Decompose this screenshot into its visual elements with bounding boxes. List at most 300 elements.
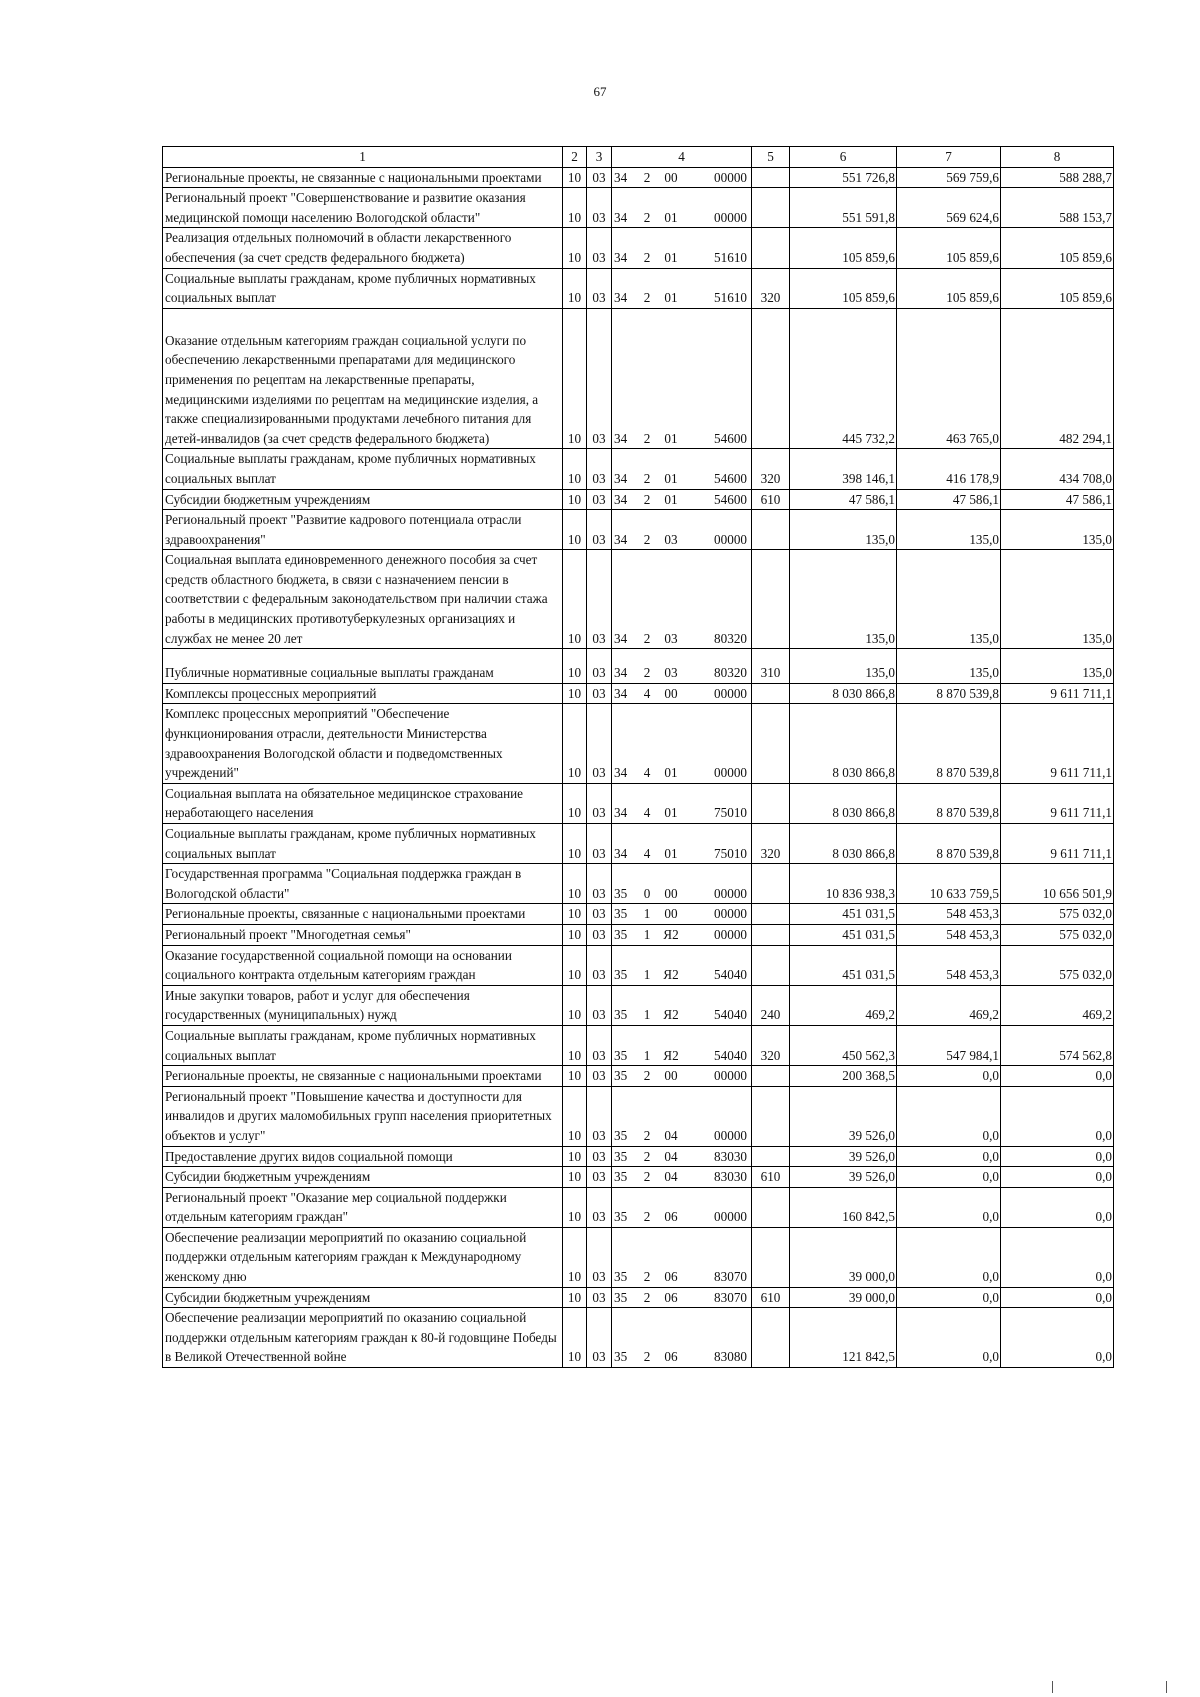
amount-year-1: 39 526,0 — [790, 1146, 897, 1167]
subsection-code: 03 — [587, 167, 612, 188]
direction-code: 54600 — [714, 430, 747, 446]
expense-type-code — [752, 1227, 790, 1287]
table-row — [163, 1308, 1114, 1368]
expense-type-code — [752, 704, 790, 783]
expense-type-code — [752, 904, 790, 925]
subsection-code: 03 — [587, 649, 612, 684]
subsection-code: 03 — [587, 985, 612, 1025]
subsection-code: 03 — [587, 1025, 612, 1065]
subprogram-code: 03 — [664, 665, 678, 681]
amount-year-1: 121 842,5 — [790, 1308, 897, 1368]
direction-code: 00000 — [714, 906, 747, 922]
target-article-code — [612, 683, 752, 704]
type-code: 2 — [643, 290, 651, 306]
direction-code: 54600 — [714, 491, 747, 507]
target-article-code — [612, 924, 752, 945]
header-cell: 7 — [897, 147, 1001, 168]
item-name: Региональный проект "Повышение качества и доступности для инвалидов и других маломобильных групп населения приоритетных объектов и услуг" — [163, 1086, 563, 1146]
type-code: 2 — [643, 1068, 651, 1084]
expense-type-code — [752, 308, 790, 449]
target-article-code — [612, 1025, 752, 1065]
target-article-code — [612, 1146, 752, 1167]
table-row — [163, 1025, 1114, 1065]
table-row — [163, 449, 1114, 489]
program-code: 34 — [614, 430, 628, 446]
item-name: Социальная выплата единовременного денежного пособия за счет средств областного бюджета, в связи с назначением пенсии в соответствии с федеральным законодательством при наличии стажа работы в медицинских противотуберкулезных организациях и службах не менее 20 лет — [163, 550, 563, 649]
subprogram-code: 01 — [664, 491, 678, 507]
type-code: 2 — [643, 430, 651, 446]
section-code: 10 — [563, 1066, 587, 1087]
type-code: 1 — [643, 1047, 651, 1063]
subprogram-code: 04 — [664, 1148, 678, 1164]
subsection-code: 03 — [587, 783, 612, 823]
expense-type-code: 320 — [752, 824, 790, 864]
amount-year-3: 135,0 — [1001, 649, 1114, 684]
expense-type-code — [752, 945, 790, 985]
subprogram-code: Я2 — [663, 1007, 679, 1023]
type-code: 0 — [643, 885, 651, 901]
table-row — [163, 510, 1114, 550]
subsection-code: 03 — [587, 945, 612, 985]
table-row — [163, 904, 1114, 925]
target-article-code — [612, 167, 752, 188]
amount-year-1: 39 000,0 — [790, 1287, 897, 1308]
amount-year-2: 10 633 759,5 — [897, 864, 1001, 904]
table-row — [163, 489, 1114, 510]
program-code: 34 — [614, 209, 628, 225]
amount-year-2: 548 453,3 — [897, 945, 1001, 985]
section-code: 10 — [563, 449, 587, 489]
amount-year-3: 574 562,8 — [1001, 1025, 1114, 1065]
amount-year-3: 0,0 — [1001, 1308, 1114, 1368]
amount-year-1: 398 146,1 — [790, 449, 897, 489]
subsection-code: 03 — [587, 1086, 612, 1146]
item-name: Иные закупки товаров, работ и услуг для обеспечения государственных (муниципальных) нужд — [163, 985, 563, 1025]
subsection-code: 03 — [587, 1227, 612, 1287]
expense-type-code: 320 — [752, 268, 790, 308]
table-row — [163, 704, 1114, 783]
header-cell: 3 — [587, 147, 612, 168]
amount-year-2: 0,0 — [897, 1066, 1001, 1087]
amount-year-2: 0,0 — [897, 1167, 1001, 1188]
amount-year-3: 10 656 501,9 — [1001, 864, 1114, 904]
type-code: 4 — [643, 805, 651, 821]
item-name: Социальная выплата на обязательное медицинское страхование неработающего населения — [163, 783, 563, 823]
direction-code: 54040 — [714, 1007, 747, 1023]
amount-year-3: 0,0 — [1001, 1146, 1114, 1167]
expense-type-code: 320 — [752, 449, 790, 489]
amount-year-3: 0,0 — [1001, 1086, 1114, 1146]
expense-type-code — [752, 783, 790, 823]
target-article-code — [612, 1287, 752, 1308]
program-code: 35 — [614, 885, 628, 901]
amount-year-3: 575 032,0 — [1001, 924, 1114, 945]
direction-code: 83070 — [714, 1269, 747, 1285]
item-name: Субсидии бюджетным учреждениям — [163, 1167, 563, 1188]
amount-year-2: 0,0 — [897, 1287, 1001, 1308]
type-code: 2 — [643, 1148, 651, 1164]
expense-type-code — [752, 683, 790, 704]
expense-type-code — [752, 1066, 790, 1087]
header-cell: 2 — [563, 147, 587, 168]
subprogram-code: 06 — [664, 1269, 678, 1285]
section-code: 10 — [563, 824, 587, 864]
amount-year-2: 8 870 539,8 — [897, 783, 1001, 823]
program-code: 35 — [614, 1349, 628, 1365]
subprogram-code: Я2 — [663, 1047, 679, 1063]
amount-year-1: 8 030 866,8 — [790, 824, 897, 864]
section-code: 10 — [563, 945, 587, 985]
direction-code: 00000 — [714, 1127, 747, 1143]
subsection-code: 03 — [587, 510, 612, 550]
amount-year-1: 105 859,6 — [790, 268, 897, 308]
amount-year-3: 434 708,0 — [1001, 449, 1114, 489]
item-name: Предоставление других видов социальной помощи — [163, 1146, 563, 1167]
item-name: Субсидии бюджетным учреждениям — [163, 1287, 563, 1308]
subprogram-code: 00 — [664, 906, 678, 922]
target-article-code — [612, 449, 752, 489]
header-cell: 1 — [163, 147, 563, 168]
section-code: 10 — [563, 649, 587, 684]
subprogram-code: 00 — [664, 685, 678, 701]
subsection-code: 03 — [587, 704, 612, 783]
subprogram-code: 01 — [664, 209, 678, 225]
type-code: 2 — [643, 1289, 651, 1305]
program-code: 35 — [614, 1148, 628, 1164]
header-cell: 5 — [752, 147, 790, 168]
amount-year-1: 450 562,3 — [790, 1025, 897, 1065]
amount-year-3: 588 153,7 — [1001, 188, 1114, 228]
subprogram-code: Я2 — [663, 926, 679, 942]
amount-year-2: 463 765,0 — [897, 308, 1001, 449]
target-article-code — [612, 649, 752, 684]
type-code: 2 — [643, 169, 651, 185]
table-row — [163, 550, 1114, 649]
target-article-code — [612, 985, 752, 1025]
subprogram-code: 00 — [664, 1068, 678, 1084]
section-code: 10 — [563, 228, 587, 268]
subprogram-code: 06 — [664, 1209, 678, 1225]
expense-type-code — [752, 864, 790, 904]
subsection-code: 03 — [587, 904, 612, 925]
subsection-code: 03 — [587, 449, 612, 489]
expense-type-code — [752, 550, 790, 649]
program-code: 34 — [614, 531, 628, 547]
amount-year-2: 0,0 — [897, 1227, 1001, 1287]
target-article-code — [612, 1086, 752, 1146]
program-code: 34 — [614, 630, 628, 646]
table-row — [163, 1066, 1114, 1087]
amount-year-1: 451 031,5 — [790, 904, 897, 925]
subprogram-code: 01 — [664, 805, 678, 821]
amount-year-1: 105 859,6 — [790, 228, 897, 268]
item-name: Региональный проект "Развитие кадрового потенциала отрасли здравоохранения" — [163, 510, 563, 550]
direction-code: 75010 — [714, 805, 747, 821]
amount-year-3: 135,0 — [1001, 550, 1114, 649]
amount-year-2: 0,0 — [897, 1308, 1001, 1368]
direction-code: 75010 — [714, 845, 747, 861]
subsection-code: 03 — [587, 1146, 612, 1167]
table-row — [163, 683, 1114, 704]
type-code: 4 — [643, 685, 651, 701]
amount-year-2: 105 859,6 — [897, 268, 1001, 308]
target-article-code — [612, 904, 752, 925]
scan-mark — [1052, 1681, 1053, 1693]
subsection-code: 03 — [587, 308, 612, 449]
program-code: 34 — [614, 845, 628, 861]
amount-year-2: 8 870 539,8 — [897, 704, 1001, 783]
direction-code: 00000 — [714, 1068, 747, 1084]
header-row — [163, 147, 1114, 168]
target-article-code — [612, 268, 752, 308]
amount-year-2: 0,0 — [897, 1187, 1001, 1227]
amount-year-2: 8 870 539,8 — [897, 683, 1001, 704]
expense-type-code: 310 — [752, 649, 790, 684]
expense-type-code — [752, 1308, 790, 1368]
subsection-code: 03 — [587, 1308, 612, 1368]
item-name: Социальные выплаты гражданам, кроме публичных нормативных социальных выплат — [163, 449, 563, 489]
subsection-code: 03 — [587, 1167, 612, 1188]
table-row — [163, 1146, 1114, 1167]
table-row — [163, 1227, 1114, 1287]
item-name: Оказание отдельным категориям граждан социальной услуги по обеспечению лекарственными препаратами для медицинского применения по рецептам на лекарственные препараты, медицинскими изделиями по рецептам на медицинские изделия, а также специализированными продуктами лечебного питания для детей-инвалидов (за счет средств федерального бюджета) — [163, 308, 563, 449]
type-code: 2 — [643, 209, 651, 225]
amount-year-1: 160 842,5 — [790, 1187, 897, 1227]
amount-year-3: 575 032,0 — [1001, 945, 1114, 985]
item-name: Субсидии бюджетным учреждениям — [163, 489, 563, 510]
item-name: Региональный проект "Многодетная семья" — [163, 924, 563, 945]
target-article-code — [612, 945, 752, 985]
subprogram-code: 06 — [664, 1289, 678, 1305]
table-row — [163, 188, 1114, 228]
item-name: Обеспечение реализации мероприятий по оказанию социальной поддержки отдельным категориям граждан к Международному женскому дню — [163, 1227, 563, 1287]
amount-year-2: 135,0 — [897, 550, 1001, 649]
amount-year-1: 135,0 — [790, 649, 897, 684]
amount-year-1: 551 591,8 — [790, 188, 897, 228]
amount-year-3: 575 032,0 — [1001, 904, 1114, 925]
item-name: Обеспечение реализации мероприятий по оказанию социальной поддержки отдельным категориям граждан к 80-й годовщине Победы в Великой Отечественной войне — [163, 1308, 563, 1368]
section-code: 10 — [563, 167, 587, 188]
expense-type-code — [752, 167, 790, 188]
subprogram-code: 00 — [664, 169, 678, 185]
type-code: 2 — [643, 1209, 651, 1225]
section-code: 10 — [563, 1167, 587, 1188]
subprogram-code: 01 — [664, 290, 678, 306]
section-code: 10 — [563, 683, 587, 704]
amount-year-2: 416 178,9 — [897, 449, 1001, 489]
target-article-code — [612, 783, 752, 823]
subprogram-code: 03 — [664, 531, 678, 547]
subprogram-code: 01 — [664, 249, 678, 265]
direction-code: 51610 — [714, 249, 747, 265]
direction-code: 00000 — [714, 1209, 747, 1225]
amount-year-2: 135,0 — [897, 510, 1001, 550]
direction-code: 54040 — [714, 967, 747, 983]
type-code: 2 — [643, 1169, 651, 1185]
amount-year-2: 469,2 — [897, 985, 1001, 1025]
type-code: 1 — [643, 1007, 651, 1023]
amount-year-3: 588 288,7 — [1001, 167, 1114, 188]
amount-year-3: 9 611 711,1 — [1001, 704, 1114, 783]
expense-type-code — [752, 188, 790, 228]
amount-year-2: 0,0 — [897, 1146, 1001, 1167]
direction-code: 80320 — [714, 665, 747, 681]
target-article-code — [612, 550, 752, 649]
table-row — [163, 228, 1114, 268]
header-cell: 6 — [790, 147, 897, 168]
expense-type-code — [752, 1187, 790, 1227]
amount-year-3: 0,0 — [1001, 1187, 1114, 1227]
item-name: Региональный проект "Совершенствование и развитие оказания медицинской помощи населению Вологодской области" — [163, 188, 563, 228]
table-row — [163, 783, 1114, 823]
amount-year-2: 8 870 539,8 — [897, 824, 1001, 864]
amount-year-2: 569 624,6 — [897, 188, 1001, 228]
section-code: 10 — [563, 1146, 587, 1167]
target-article-code — [612, 864, 752, 904]
type-code: 1 — [643, 967, 651, 983]
section-code: 10 — [563, 550, 587, 649]
target-article-code — [612, 1167, 752, 1188]
direction-code: 00000 — [714, 209, 747, 225]
table-row — [163, 308, 1114, 449]
section-code: 10 — [563, 268, 587, 308]
target-article-code — [612, 1187, 752, 1227]
amount-year-1: 39 526,0 — [790, 1167, 897, 1188]
expense-type-code: 240 — [752, 985, 790, 1025]
target-article-code — [612, 1308, 752, 1368]
section-code: 10 — [563, 1287, 587, 1308]
target-article-code — [612, 188, 752, 228]
direction-code: 00000 — [714, 765, 747, 781]
table-row — [163, 268, 1114, 308]
amount-year-1: 135,0 — [790, 510, 897, 550]
subsection-code: 03 — [587, 228, 612, 268]
section-code: 10 — [563, 1086, 587, 1146]
type-code: 4 — [643, 845, 651, 861]
subsection-code: 03 — [587, 188, 612, 228]
table-row — [163, 649, 1114, 684]
section-code: 10 — [563, 1187, 587, 1227]
direction-code: 83030 — [714, 1148, 747, 1164]
subsection-code: 03 — [587, 924, 612, 945]
amount-year-1: 135,0 — [790, 550, 897, 649]
target-article-code — [612, 308, 752, 449]
program-code: 35 — [614, 926, 628, 942]
section-code: 10 — [563, 904, 587, 925]
target-article-code — [612, 704, 752, 783]
item-name: Региональные проекты, связанные с национальными проектами — [163, 904, 563, 925]
amount-year-2: 0,0 — [897, 1086, 1001, 1146]
direction-code: 83070 — [714, 1289, 747, 1305]
amount-year-2: 135,0 — [897, 649, 1001, 684]
type-code: 2 — [643, 665, 651, 681]
type-code: 1 — [643, 906, 651, 922]
section-code: 10 — [563, 704, 587, 783]
type-code: 2 — [643, 1127, 651, 1143]
section-code: 10 — [563, 489, 587, 510]
amount-year-1: 8 030 866,8 — [790, 783, 897, 823]
amount-year-3: 47 586,1 — [1001, 489, 1114, 510]
amount-year-1: 451 031,5 — [790, 924, 897, 945]
table-row — [163, 167, 1114, 188]
direction-code: 00000 — [714, 685, 747, 701]
amount-year-1: 47 586,1 — [790, 489, 897, 510]
section-code: 10 — [563, 985, 587, 1025]
amount-year-1: 451 031,5 — [790, 945, 897, 985]
table-row — [163, 1187, 1114, 1227]
program-code: 35 — [614, 1127, 628, 1143]
subsection-code: 03 — [587, 1187, 612, 1227]
program-code: 34 — [614, 765, 628, 781]
item-name: Социальные выплаты гражданам, кроме публичных нормативных социальных выплат — [163, 268, 563, 308]
subsection-code: 03 — [587, 824, 612, 864]
item-name: Публичные нормативные социальные выплаты гражданам — [163, 649, 563, 684]
direction-code: 00000 — [714, 169, 747, 185]
program-code: 35 — [614, 1269, 628, 1285]
direction-code: 00000 — [714, 531, 747, 547]
amount-year-3: 0,0 — [1001, 1287, 1114, 1308]
program-code: 35 — [614, 1169, 628, 1185]
direction-code: 83080 — [714, 1349, 747, 1365]
subprogram-code: 06 — [664, 1349, 678, 1365]
item-name: Комплекс процессных мероприятий "Обеспечение функционирования отрасли, деятельности Министерства здравоохранения Вологодской области и подведомственных учреждений" — [163, 704, 563, 783]
amount-year-2: 105 859,6 — [897, 228, 1001, 268]
item-name: Региональный проект "Оказание мер социальной поддержки отдельным категориям граждан" — [163, 1187, 563, 1227]
section-code: 10 — [563, 1025, 587, 1065]
section-code: 10 — [563, 783, 587, 823]
expense-type-code — [752, 510, 790, 550]
direction-code: 00000 — [714, 926, 747, 942]
amount-year-1: 445 732,2 — [790, 308, 897, 449]
subprogram-code: 04 — [664, 1169, 678, 1185]
expense-type-code — [752, 228, 790, 268]
amount-year-2: 569 759,6 — [897, 167, 1001, 188]
subprogram-code: 00 — [664, 885, 678, 901]
scan-mark — [1166, 1681, 1167, 1693]
amount-year-3: 105 859,6 — [1001, 228, 1114, 268]
subprogram-code: 01 — [664, 430, 678, 446]
amount-year-3: 0,0 — [1001, 1167, 1114, 1188]
amount-year-1: 200 368,5 — [790, 1066, 897, 1087]
subsection-code: 03 — [587, 1066, 612, 1087]
amount-year-2: 548 453,3 — [897, 904, 1001, 925]
subprogram-code: 04 — [664, 1127, 678, 1143]
page-number: 67 — [593, 84, 607, 99]
program-code: 35 — [614, 1007, 628, 1023]
direction-code: 54600 — [714, 470, 747, 486]
item-name: Социальные выплаты гражданам, кроме публичных нормативных социальных выплат — [163, 1025, 563, 1065]
subsection-code: 03 — [587, 489, 612, 510]
section-code: 10 — [563, 510, 587, 550]
type-code: 2 — [643, 531, 651, 547]
direction-code: 80320 — [714, 630, 747, 646]
amount-year-1: 469,2 — [790, 985, 897, 1025]
type-code: 4 — [643, 765, 651, 781]
section-code: 10 — [563, 1308, 587, 1368]
amount-year-2: 548 453,3 — [897, 924, 1001, 945]
item-name: Региональные проекты, не связанные с национальными проектами — [163, 1066, 563, 1087]
program-code: 34 — [614, 470, 628, 486]
section-code: 10 — [563, 188, 587, 228]
amount-year-3: 9 611 711,1 — [1001, 683, 1114, 704]
program-code: 34 — [614, 249, 628, 265]
subprogram-code: 03 — [664, 630, 678, 646]
type-code: 2 — [643, 1349, 651, 1365]
program-code: 35 — [614, 1289, 628, 1305]
item-name: Оказание государственной социальной помощи на основании социального контракта отдельным категориям граждан — [163, 945, 563, 985]
table-row — [163, 824, 1114, 864]
amount-year-3: 135,0 — [1001, 510, 1114, 550]
